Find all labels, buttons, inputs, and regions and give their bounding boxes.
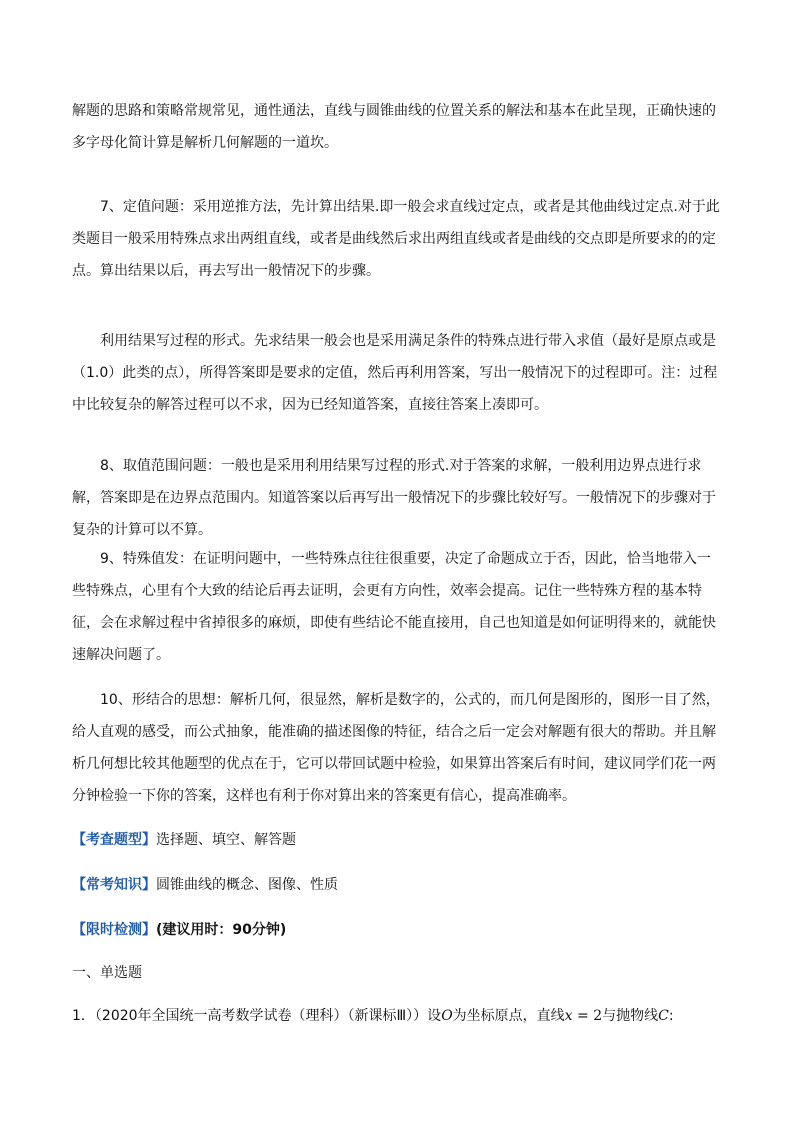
- common-knowledge-label: 【常考知识】: [72, 877, 156, 893]
- section-single-choice: 一、单选题: [72, 965, 142, 981]
- timed-test-label: 【限时检测】: [72, 922, 156, 938]
- timed-test-text: (建议用时：90分钟): [156, 922, 287, 938]
- paragraph-10: 10、形结合的思想：解析几何，很显然，解析是数字的，公式的，而几何是图形的，图形一目了然，给人直观的感受，而公式抽象，能准确的描述图像的特征，结合之后一定会对解题有很大的帮助。并且解析几何想比较其他题型的优点在于，它可以带回试题中检验，如果算出答案后有时间，建议同学们花一两分钟检验一下你的答案，这样也有利于你对算出来的答案更有信心，提高准确率。: [72, 692, 720, 804]
- intro-paragraph: 解题的思路和策略常规常见，通性通法，直线与圆锥曲线的位置关系的解法和基本在此呈现，正确快速的多字母化简计算是解析几何解题的一道坎。: [72, 103, 716, 151]
- question-1-mid2: 与抛物线: [602, 1008, 659, 1024]
- question-1-prefix: 1．（2020年全国统一高考数学试卷（理科）（新课标Ⅲ））设: [72, 1008, 442, 1024]
- paragraph-7: 7、定值问题：采用逆推方法，先计算出结果.即一般会求直线过定点，或者是其他曲线过定点.对于此类题目一般采用特殊点求出两组直线，或者是曲线然后求出两组直线或者是曲线的交点即是所要求的的定点。算出结果以后，再去写出一般情况下的步骤。: [72, 199, 720, 279]
- equation-value: = 2: [572, 1008, 603, 1024]
- paragraph-7-continued: 利用结果写过程的形式。先求结果一般会也是采用满足条件的特殊点进行带入求值（最好是原点或是（1.0）此类的点），所得答案即是要求的定值，然后再利用答案，写出一般情况下的过程即可。注：过程中比较复杂的解答过程可以不求，因为已经知道答案，直接往答案上凑即可。: [72, 333, 718, 413]
- question-1-suffix: :: [668, 1008, 674, 1024]
- var-x: x: [564, 1008, 573, 1024]
- exam-question-types: [72, 824, 724, 856]
- paragraph-9: 9、特殊值发：在证明问题中，一些特殊点往往很重要，决定了命题成立于否，因此，恰当地带入一些特殊点，心里有个大致的结论后再去证明，会更有方向性，效率会提高。记住一些特殊方程的基本特征，会在求解过程中省掉很多的麻烦，即使有些结论不能直接用，自己也知道是如何证明得来的，就能快速解决问题了。: [72, 551, 716, 663]
- var-O: O: [441, 1008, 453, 1024]
- common-knowledge: [72, 869, 724, 901]
- paragraph-8: 8、取值范围问题：一般也是采用利用结果写过程的形式.对于答案的求解，一般利用边界点进行求解，答案即是在边界点范围内。知道答案以后再写出一般情况下的步骤比较好写。一般情况下的步骤对于复杂的计算可以不算。: [72, 458, 716, 538]
- exam-question-types-text: 选择题、填空、解答题: [156, 832, 296, 848]
- common-knowledge-text: 圆锥曲线的概念、图像、性质: [156, 877, 338, 893]
- var-C: C: [658, 1008, 669, 1024]
- question-1: [72, 1000, 724, 1032]
- question-1-mid1: 为坐标原点，直线: [452, 1008, 565, 1024]
- exam-question-types-label: 【考查题型】: [72, 832, 156, 848]
- timed-test: [72, 914, 724, 946]
